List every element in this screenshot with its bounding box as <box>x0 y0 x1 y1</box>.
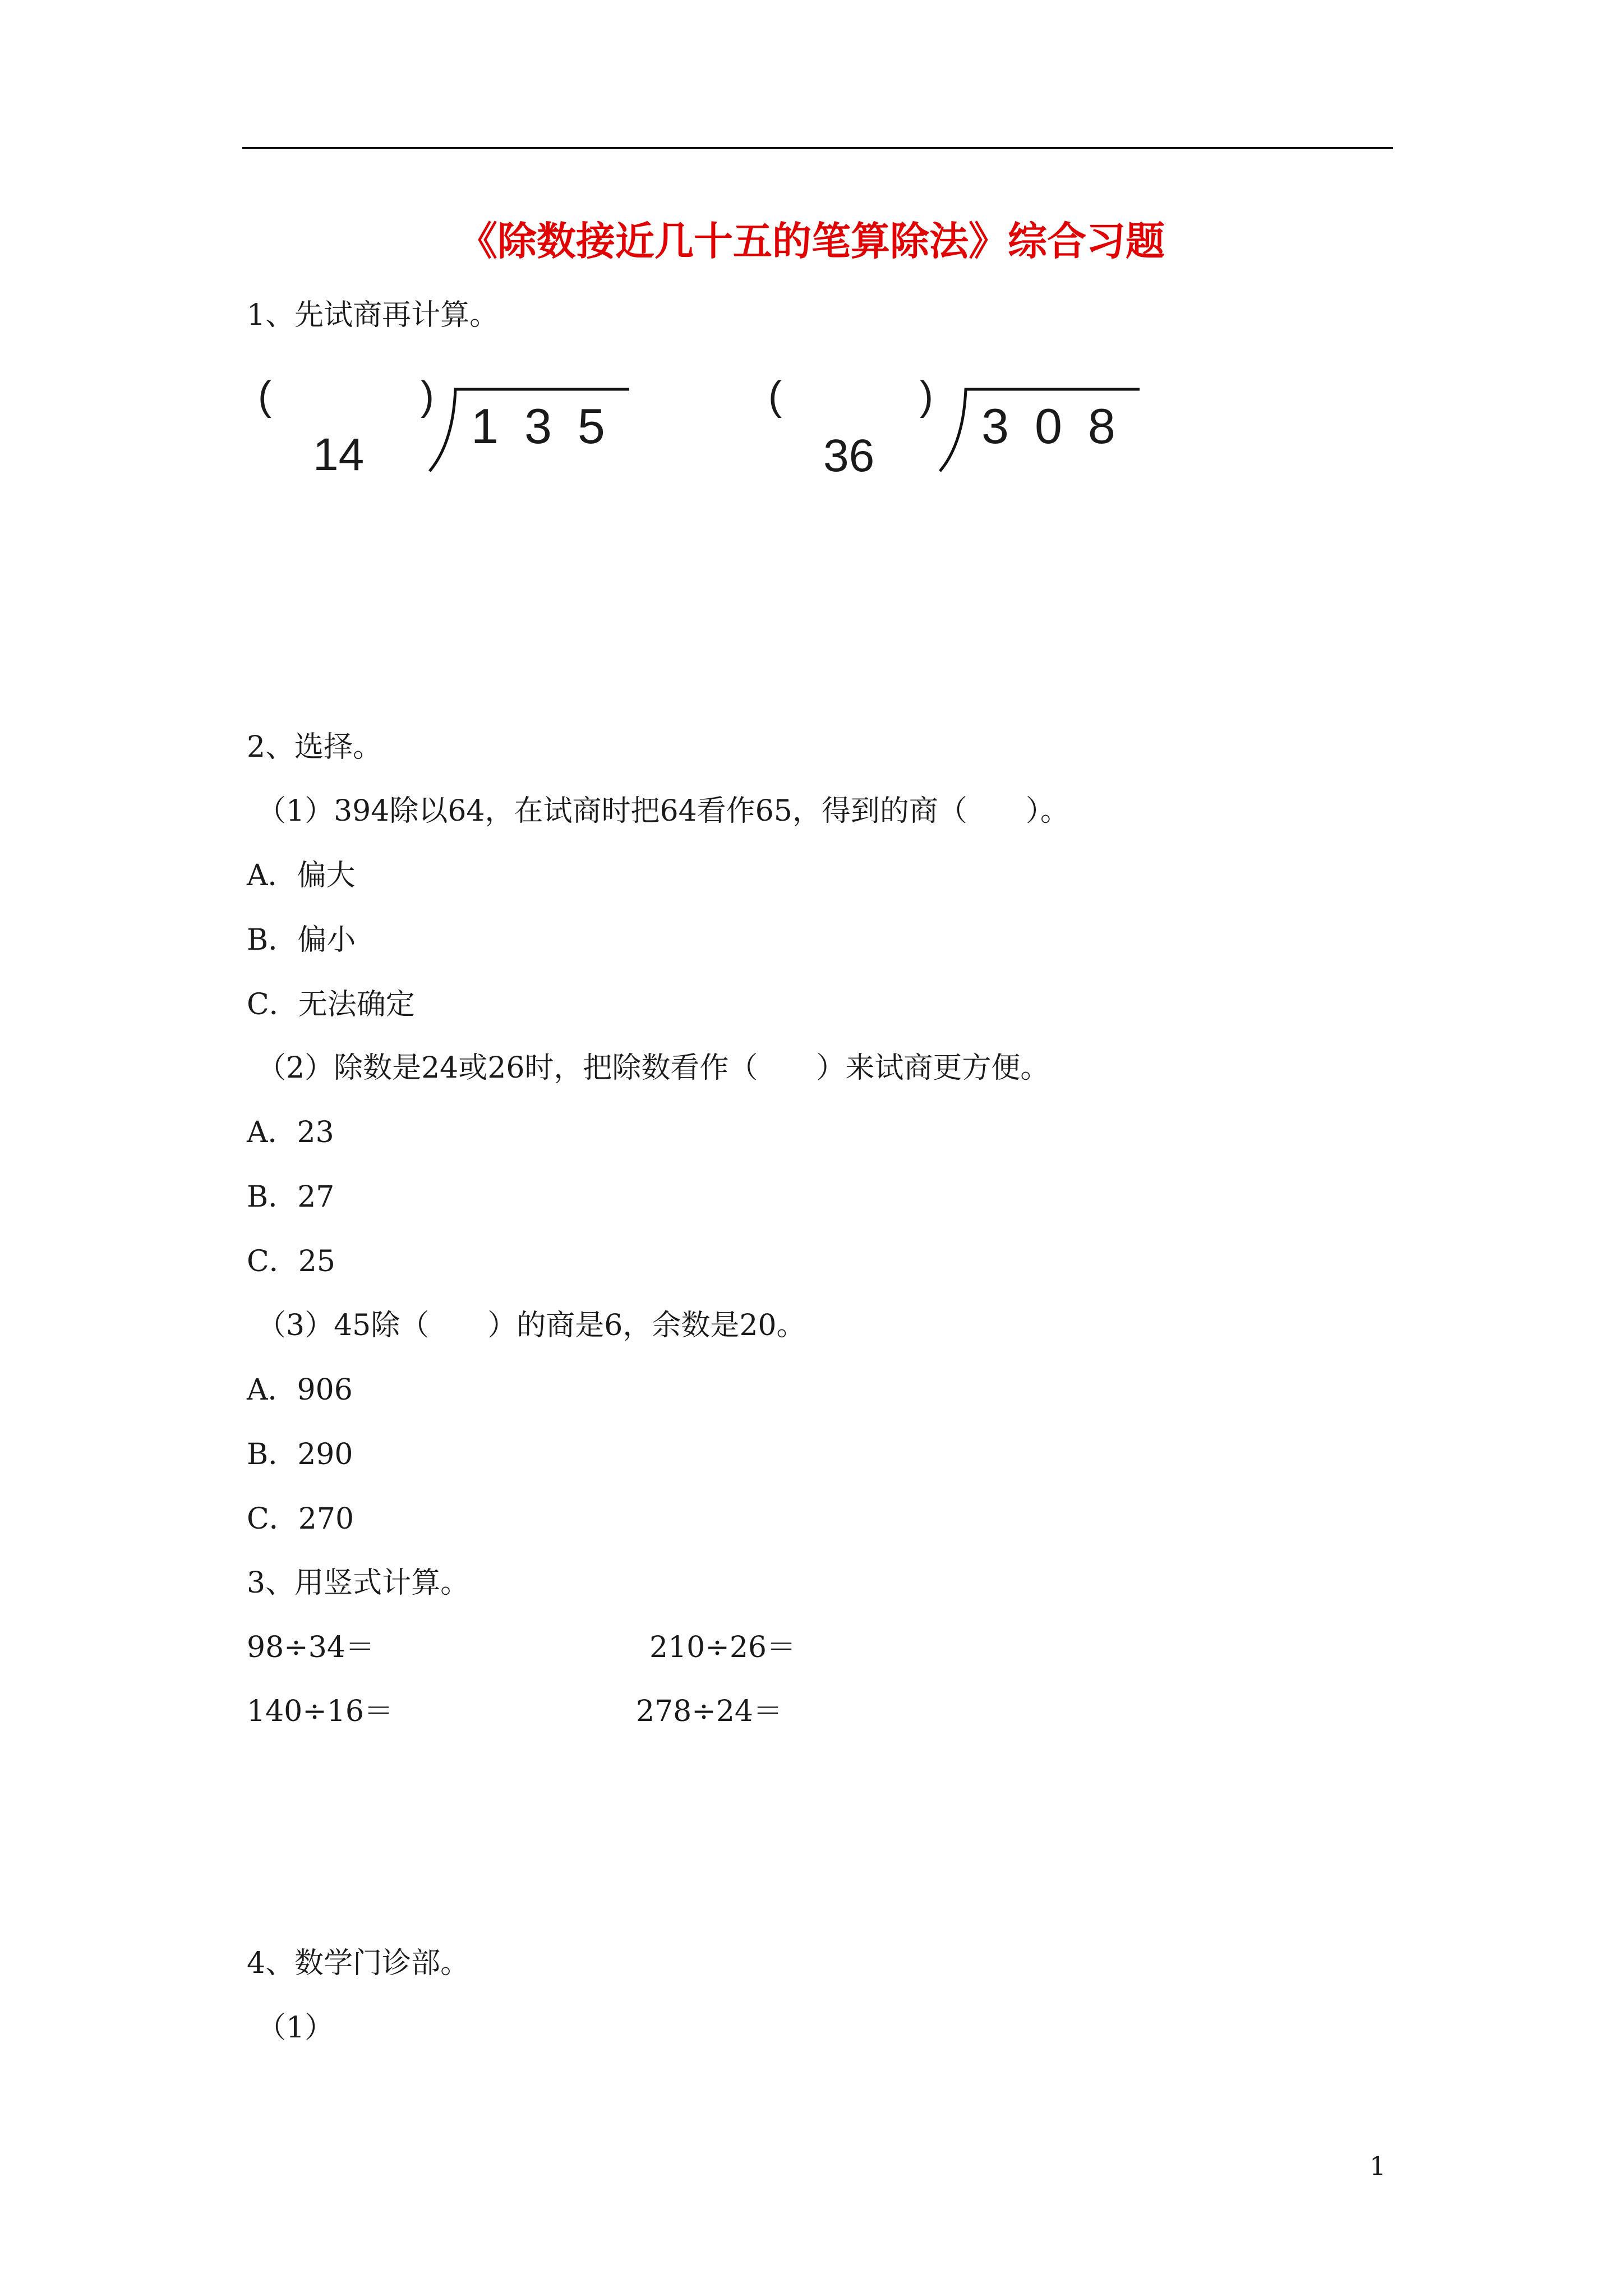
dividend: 308 <box>981 398 1141 454</box>
q2-item1-stem: （1）394除以64，在试商时把64看作65，得到的商（ ）。 <box>257 794 1069 828</box>
q2-item2-option-c: C．25 <box>247 1245 335 1278</box>
q4-sub1: （1） <box>257 2011 334 2045</box>
document-title: 《除数接近几十五的笔算除法》综合习题 <box>458 218 1165 264</box>
long-division-1 <box>258 374 631 488</box>
dividend: 135 <box>471 398 631 454</box>
q2-item2-stem: （2）除数是24或26时，把除数看作（ ）来试商更方便。 <box>257 1051 1050 1085</box>
q2-item2-option-b: B．27 <box>247 1180 335 1214</box>
divisor: 14 <box>313 429 365 480</box>
divisor: 36 <box>823 430 875 481</box>
q2-item3-option-b: B．290 <box>247 1438 353 1471</box>
q1-heading: 1、先试商再计算。 <box>247 298 499 332</box>
q4-heading: 4、数学门诊部。 <box>247 1947 470 1980</box>
answer-paren-close: ) <box>920 374 933 418</box>
q2-item1-option-a: A．偏大 <box>247 859 356 892</box>
q3-expression-1: 98÷34＝ <box>247 1631 375 1664</box>
answer-paren-close: ) <box>421 374 434 418</box>
q2-item3-option-a: A．906 <box>247 1373 353 1407</box>
q3-expression-2: 210÷26＝ <box>649 1631 796 1664</box>
q3-heading: 3、用竖式计算。 <box>247 1566 470 1600</box>
q2-item1-option-b: B．偏小 <box>247 923 356 957</box>
q3-expression-4: 278÷24＝ <box>636 1695 782 1728</box>
answer-paren-open: ( <box>768 374 782 418</box>
q3-expression-3: 140÷16＝ <box>247 1695 393 1728</box>
q2-item3-option-c: C．270 <box>247 1502 354 1536</box>
q2-heading: 2、选择。 <box>247 730 382 764</box>
q2-item3-stem: （3）45除（ ）的商是6，余数是20。 <box>257 1309 806 1342</box>
header-rule <box>242 147 1393 149</box>
long-division-2 <box>768 376 1150 488</box>
q2-item2-option-a: A．23 <box>247 1116 334 1149</box>
answer-paren-open: ( <box>258 374 271 418</box>
page-number: 1 <box>1370 2151 1386 2181</box>
q2-item1-option-c: C．无法确定 <box>247 988 415 1022</box>
